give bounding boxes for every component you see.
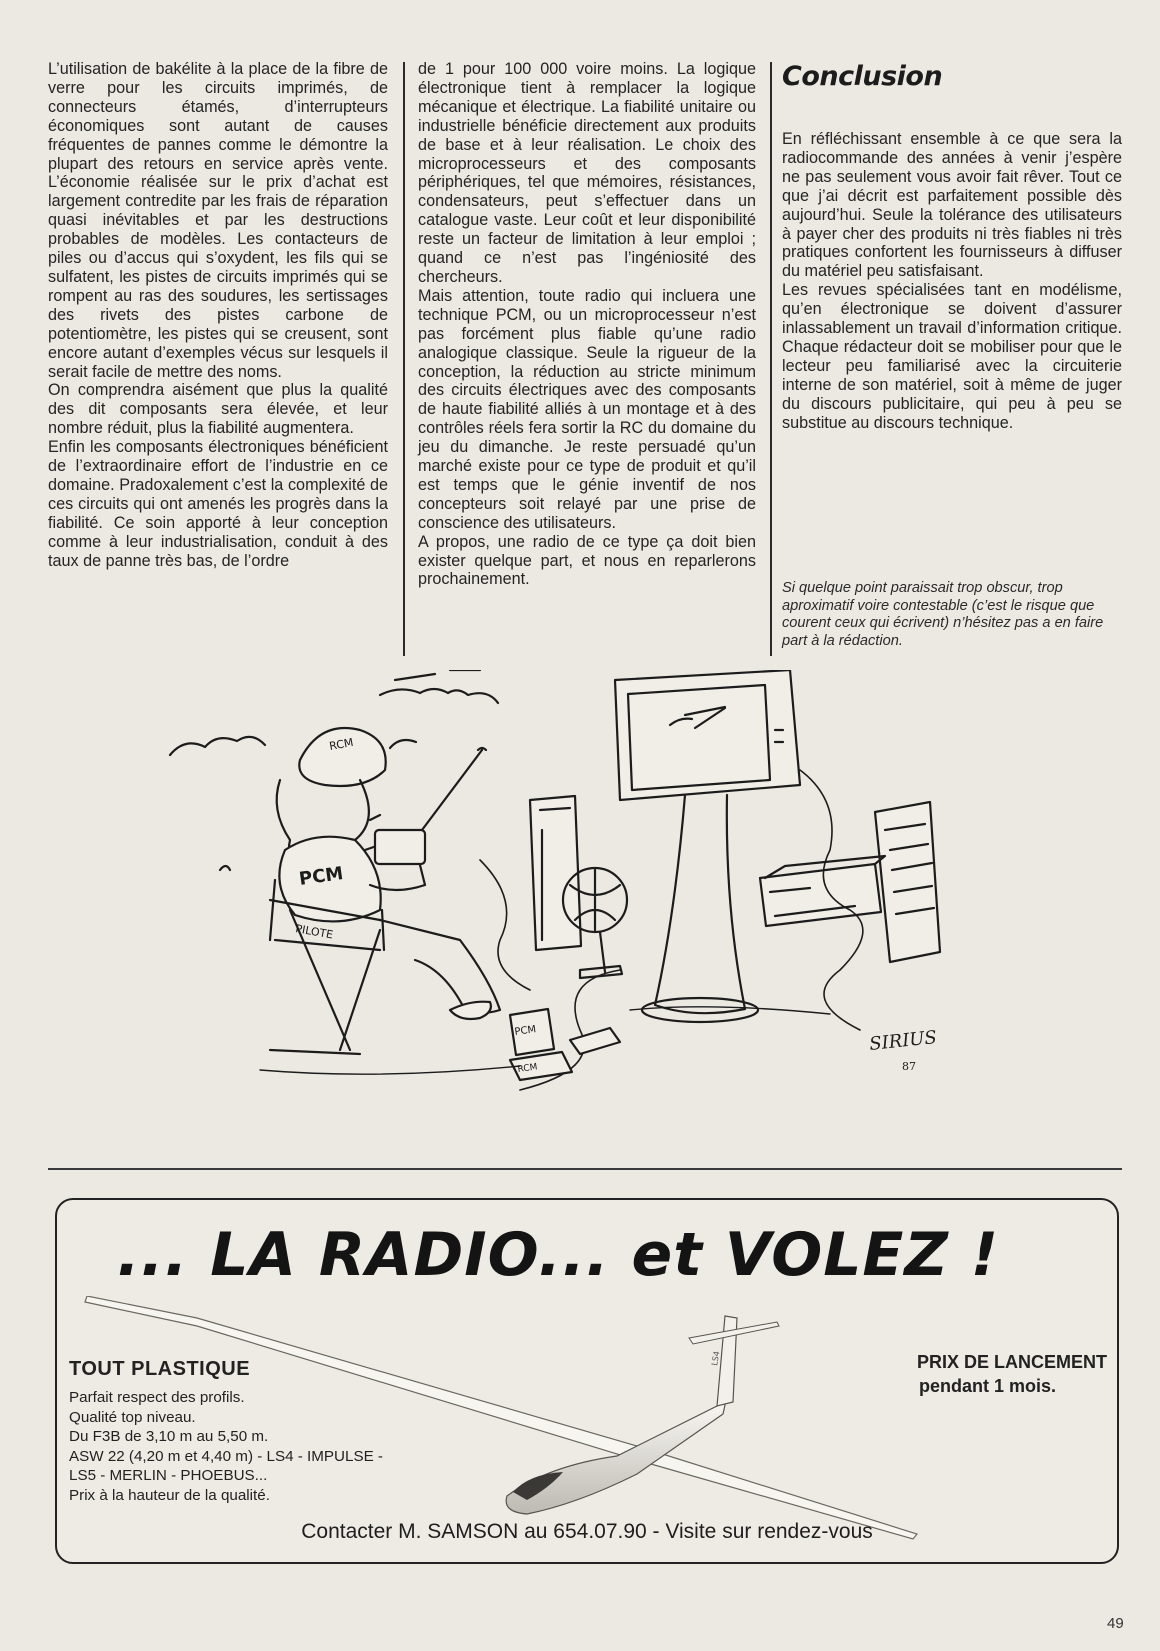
column-divider [403,62,405,656]
paragraph: A propos, une radio de ce type ça doit bien exister quelque part, et nous en reparlerons prochainement. [418,532,756,589]
ad-features [69,1356,383,1506]
ad-headline: ... LA RADIO... et VOLEZ ! [117,1220,1000,1290]
signature-year: 87 [902,1060,916,1073]
feature-line: LS5 - MERLIN - PHOEBUS... [69,1467,268,1485]
editor-note [782,580,1122,650]
section-heading: Conclusion [782,61,943,92]
cap-label: RCM [328,735,355,753]
paragraph: En réfléchissant ensemble à ce que sera la radiocommande des années à venir j’espère ne pas seulement vous avoir fait rêver. Tout ce que j’ai décrit est parfaitement possible dès aujourd’hui. Seule la tolérance des utilisateurs à payer cher des produits ni très fiables ni très pratiques confortent les fournisseurs à diffuser du matériel peu satisfaisant. [782,130,1122,281]
offer-line: pendant 1 mois. [918,1376,1057,1396]
chair-label: PILOTE [294,922,335,942]
cartoon-illustration [150,670,1050,1140]
offer-line: PRIX DE LANCEMENT [916,1352,1107,1372]
text-column-1 [48,60,388,570]
page-number: 49 [1107,1615,1124,1632]
feature-line: Du F3B de 3,10 m au 5,50 m. [69,1428,269,1446]
paragraph: Enfin les composants électroniques bénéficient de l’extraordinaire effort de l’industrie en ce domaine. Pradoxalement c’est la complexité de ces circuits qui ont amenés les progrès dans la fiabilité. Ce soin apporté à leur conception comme à leur industrialisation, conduit à des taux de panne très bas, de l’ordre [48,438,388,570]
ad-offer [917,1350,1107,1398]
jacket-label: PCM [297,862,345,890]
stereo-amplifier [760,856,885,926]
paragraph: Mais attention, toute radio qui incluera une technique PCM, ou un microprocesseur n’est pas forcément plus fiable qu’une radio analogique classique. Seule la rigueur de la conception, la réduction au stricte minimum des circuits électriques avec des composants de haute fiabilité alliés à un montage et à des contrôles réels fera sortir la RC du domaine du jeu du dimanche. Je reste persuadé qu’un marché existe pour ce type de produit et qu’il est temps que le génie inventif de nos concepteurs soit relayé par une prise de conscience des utilisateurs. [418,286,756,532]
artist-signature: SIRIUS [868,1027,938,1055]
feature-line: Prix à la hauteur de la qualité. [69,1486,270,1504]
ad-contact: Contacter M. SAMSON au 654.07.90 - Visite sur rendez-vous [301,1520,873,1543]
text-column-2 [418,60,756,589]
television [615,670,800,1022]
right-speaker [875,802,940,962]
paragraph: On comprendra aisément que plus la qualité des dit composants sera élevée, et leur nombre réduit, plus la fiabilité augmentera. [48,381,388,438]
paragraph: de 1 pour 100 000 voire moins. La logique électronique tient à remplacer la logique mécanique et électrique. La fiabilité unitaire ou industrielle bénéficie directement aux produits de base et à leur réalisation. Le choix des microprocesseurs et des composants périphériques, tel que mémoires, résistances, condensateurs, peut s’effectuer dans un catalogue vaste. Leur coût et leur disponibilité reste un facteur de limitation à leur emploi ; quand ce n’est pas l’ingéniosité des chercheurs. [418,60,756,286]
paragraph: L’utilisation de bakélite à la place de la fibre de verre pour les circuits imprimés, de connecteurs étamés, d’interrupteurs économiques sont autant de causes fréquentes de pannes comme le démontre la plupart des retours en service après vente. L’économie réalisée sur le prix d’achat est largement contredite par les frais de réparation quasi inévitables et par les destructions probables de modèles. Les contacteurs de piles ou d’accus qui s’oxydent, les fils qui se sulfatent, les pistes de circuits imprimés qui se rompent au ras des soudures, les sertissages des rivets des pistes carbone de potentiomètre, les pistes qui se creusent, sont encore autant d’exemples vécus sur lesquels il serait facile de mettre des noms. [48,60,388,381]
note-text: Si quelque point paraissait trop obscur, trop aproximatif voire contestable (c’est le risque que courent ceux qui écrivent) n’hésitez pas a en faire part à la rédaction. [782,580,1104,649]
box-label: PCM [513,1024,537,1038]
paragraph: Les revues spécialisées tant en modélisme, qu’en électronique se doivent d’assurer inlassablement un travail d’information critique. Chaque rédacteur doit se mobiliser pour que le lecteur peu familiarisé avec la circuiterie interne de son matériel, soit à même de juger du discours publicitaire, qui peu à peu se substitue au discours technique. [782,281,1122,432]
column-divider [770,62,772,656]
section-divider [48,1168,1122,1170]
left-speaker [530,796,581,950]
feature-line: Parfait respect des profils. [69,1389,245,1406]
box2-label: RCM [517,1062,539,1075]
text-column-3 [782,60,1122,433]
ad-subheading: TOUT PLASTIQUE [69,1358,251,1380]
feature-line: Qualité top niveau. [69,1408,196,1426]
fin-label: LS4 [710,1350,722,1367]
advertisement [55,1198,1119,1564]
feature-line: ASW 22 (4,20 m et 4,40 m) - LS4 - IMPULSE - [69,1447,383,1465]
